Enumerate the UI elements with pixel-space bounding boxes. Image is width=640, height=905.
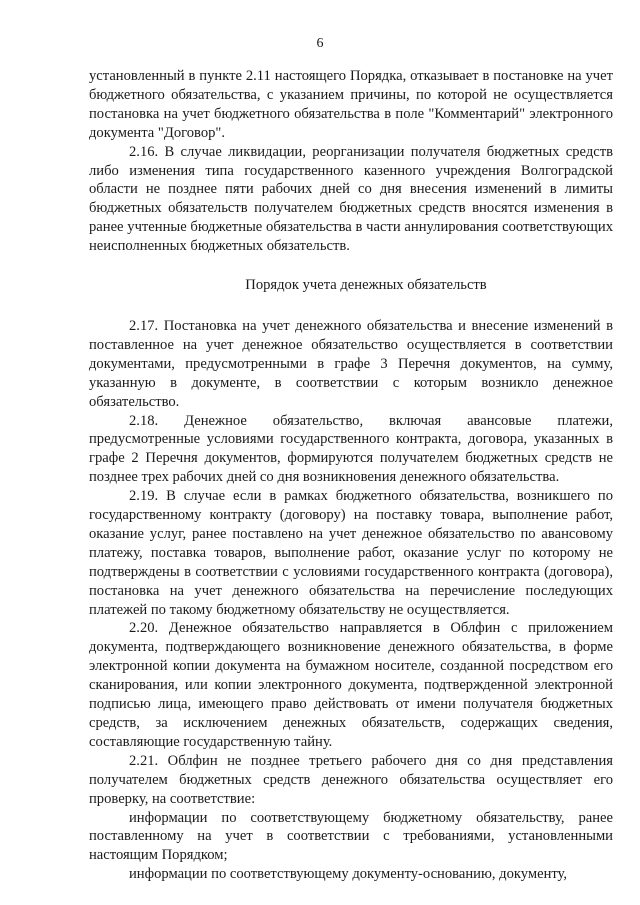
page-number: 6	[316, 36, 324, 51]
paragraph-continuation: установленный в пункте 2.11 настоящего Порядка, отказывает в постановке на учет бюджетного обязательства, с указанием причины, по которой не осуществляется постановка на учет бюджетного обязательства в поле "Комментарий" электронного документа "Договор".	[89, 68, 613, 141]
paragraph-2-19: 2.19. В случае если в рамках бюджетного обязательства, возникшего по государственному контракту (договору) на поставку товара, выполнение работ, оказание услуг, ранее поставлено на учет денежное обязательство по авансовому платежу, поставка товаров, выполнение работ, оказание услуг по которому не подтверждены в соответствии с условиями государственного контракта (договора), постановка на учет денежного обязательства на перечисление последующих платежей по такому бюджетному обязательству не осуществляется.	[89, 488, 613, 618]
paragraph-2-21: 2.21. Облфин не позднее третьего рабочего дня со дня представления получателем бюджетных средств денежного обязательства осуществляет его проверку, на соответствие:	[89, 752, 613, 807]
paragraph-2-18: 2.18. Денежное обязательство, включая авансовые платежи, предусмотренные условиями государственного контракта, договора, указанных в графе 2 Перечня документов, формируются получателем бюджетных средств не позднее трех рабочих дней со дня возникновения денежного обязательства.	[89, 412, 613, 486]
paragraph-2-20: 2.20. Денежное обязательство направляется в Облфин с приложением документа, подтверждающего возникновение денежного обязательства, в форме электронной копии документа на бумажном носителе, созданной посредством его сканирования, или копии электронного документа, подтвержденной электронной подписью лица, имеющего право действовать от имени получателя бюджетных средств, за исключением денежных обязательств, содержащих сведения, составляющие государственную тайну.	[89, 620, 613, 750]
list-item-document-basis-info: информации по соответствующему документу-основанию, документу,	[129, 866, 568, 883]
paragraph-2-16: 2.16. В случае ликвидации, реорганизации получателя бюджетных средств либо изменения типа государственного казенного учреждения Волгоградской области не позднее пяти рабочих дней со дня внесения изменений в лимиты бюджетных обязательств получателем бюджетных средств вносятся изменения в ранее учтенные бюджетные обязательства в части аннулирования соответствующих неисполненных бюджетных обязательств.	[89, 143, 613, 255]
section-heading: Порядок учета денежных обязательств	[245, 277, 487, 294]
paragraph-2-17: 2.17. Постановка на учет денежного обязательства и внесение изменений в поставленное на учет денежное обязательство осуществляется в соответствии документами, предусмотренными в графе 3 Перечня документов, на сумму, указанную в документе, в соответствии с которым возникло денежное обязательство.	[89, 317, 613, 410]
document-body	[89, 67, 613, 884]
list-item-budget-obligation-info: информации по соответствующему бюджетному обязательству, ранее поставленному на учет в соответствии с требованиями, установленными настоящим Порядком;	[89, 809, 613, 864]
